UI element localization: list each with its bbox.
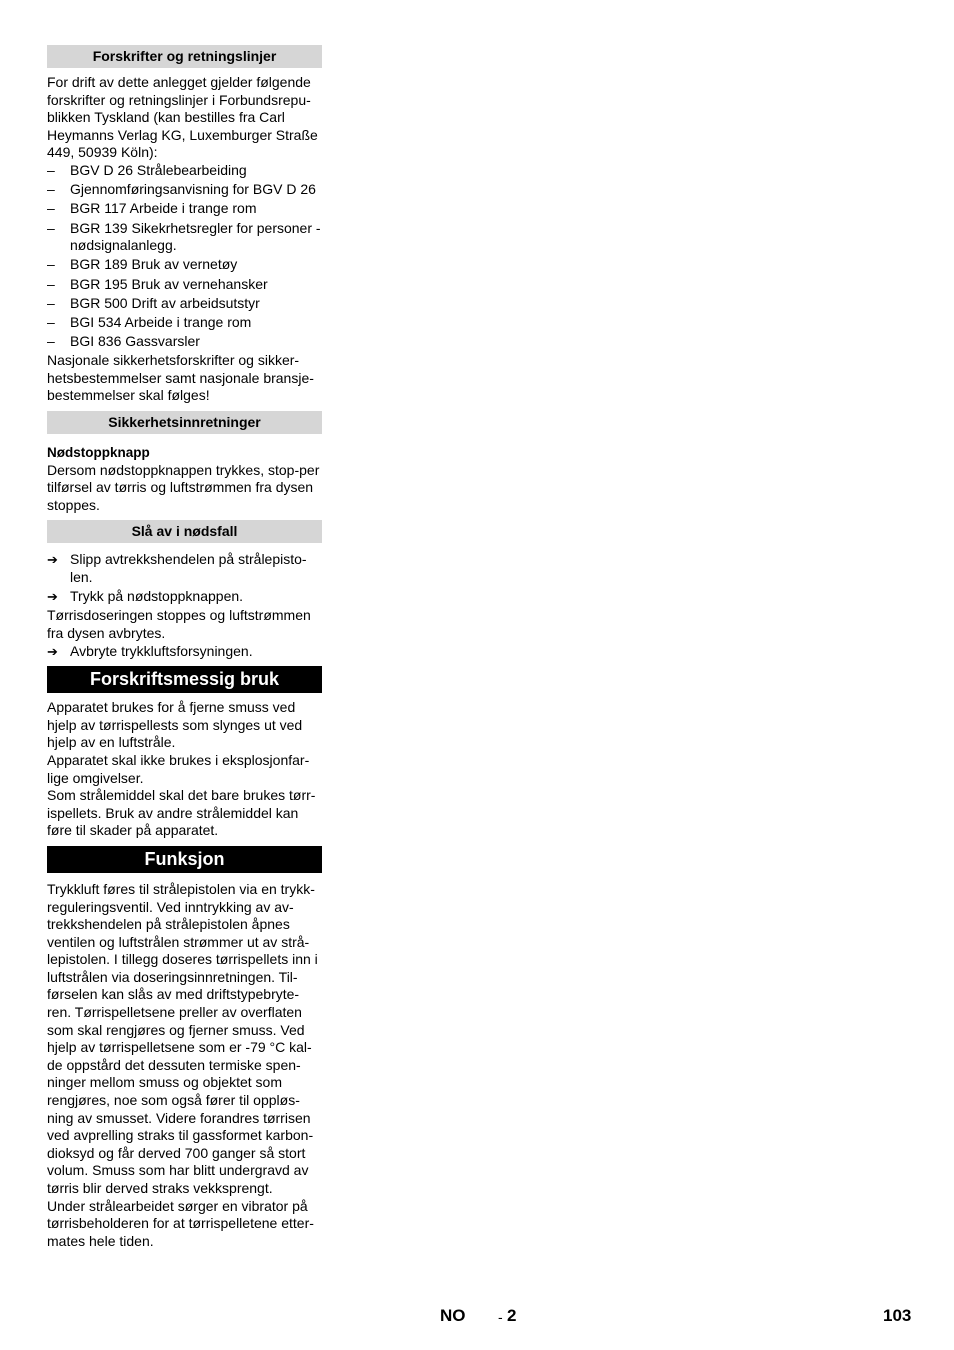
regulations-list: [47, 162, 322, 351]
function-p1: Trykkluft føres til strålepistolen via en trykk-reguleringsventil. Ved inntrykking av av-trekkshendelen på strålepistolen åpnes ventilen og luftstrålen strømmer ut av strå-lepistolen. I tillegg doseres tørrispellets inn i luftstrålen via doseringsinnretningen. Til-førselen kan slås av med driftstypebryte-ren. Tørrispelletsene preller av overflaten som skal rengjøres og fjerner smuss. Ved hjelp av tørrispelletsene som er -79 °C kal-de oppstård det dessuten termiske spen-ninger mellom smuss og objektet som rengjøres, noe som også fører til oppløs-ning av smusset. Videre forandres tørrisen ved avprelling straks til gassformet karbon-dioksyd og får derved 700 ganger så stort volum. Smuss som har blitt undergravd av tørris blir derved straks vekksprengt.: [47, 880, 318, 1196]
left-column: [47, 45, 322, 1250]
section-heading-emergency-off: Slå av i nødsfall: [47, 520, 322, 543]
section-heading-safety-devices: Sikkerhetsinnretninger: [47, 411, 322, 434]
arrow-icon: ➔: [47, 643, 58, 659]
emergency-steps: [47, 551, 322, 605]
list-item: – BGR 195 Bruk av vernehansker: [47, 275, 268, 292]
list-item: ➔ Avbryte trykkluftsforsyningen.: [47, 642, 253, 659]
intended-use-p3: Som strålemiddel skal det bare brukes tørr-ispellets. Bruk av andre strålemiddel kan føre til skader på apparatet.: [47, 787, 316, 839]
list-item: – Gjennomføringsanvisning for BGV D 26: [47, 181, 316, 198]
intended-use-p2: Apparatet skal ikke brukes i eksplosjonfar-lige omgivelser.: [47, 751, 310, 786]
list-item: – BGR 139 Sikekrhetsregler for personer - nødsignalanlegg.: [47, 219, 321, 254]
emergency-stop-text: Dersom nødstoppknappen trykkes, stop-per tilførsel av tørris og luftstrømmen fra dysen stoppes.: [47, 461, 320, 513]
section-heading-regulations: Forskrifter og retningslinjer: [47, 45, 322, 68]
list-item: – BGV D 26 Strålebearbeiding: [47, 161, 247, 178]
emergency-stop-subheading: Nødstoppknapp: [47, 445, 150, 461]
list-item: – BGI 534 Arbeide i trange rom: [47, 313, 252, 330]
arrow-icon: ➔: [47, 552, 58, 568]
footer-dash: -: [498, 1309, 503, 1325]
list-item: ➔ Slipp avtrekkshendelen på strålepisto-len.: [47, 551, 307, 585]
function-p2: Under strålearbeidet sørger en vibrator på tørrisbeholderen for at tørrispelletene etter-mates hele tiden.: [47, 1197, 314, 1249]
footer-subpage: 2: [507, 1306, 517, 1325]
intended-use-p1: Apparatet brukes for å fjerne smuss ved hjelp av tørrispellests som slynges ut ved hjelp av en luftstråle.: [47, 699, 303, 751]
section-heading-function: Funksjon: [47, 846, 322, 873]
regulations-intro: For drift av dette anlegget gjelder følgende forskrifter og retningslinjer i Forbundsrepu-blikken Tyskland (kan bestilles fra Carl Heymanns Verlag KG, Luxemburger Straße 449, 50939 Köln):: [47, 74, 318, 161]
list-item: – BGI 836 Gassvarsler: [47, 333, 200, 350]
regulations-outro: Nasjonale sikkerhetsforskrifter og sikker-hetsbestemmelser samt nasjonale bransje-bestemmelser skal følges!: [47, 352, 314, 404]
page-number: 103: [883, 1306, 912, 1325]
emergency-steps-2: [47, 643, 322, 661]
arrow-icon: ➔: [47, 589, 58, 605]
section-heading-intended-use: Forskriftsmessig bruk: [47, 666, 322, 693]
list-item: – BGR 117 Arbeide i trange rom: [47, 200, 257, 217]
footer-lang: NO: [440, 1306, 466, 1325]
list-item: – BGR 189 Bruk av vernetøy: [47, 256, 238, 273]
list-item: – BGR 500 Drift av arbeidsutstyr: [47, 294, 260, 311]
emergency-note: Tørrisdoseringen stoppes og luftstrømmen fra dysen avbrytes.: [47, 607, 311, 641]
list-item: ➔ Trykk på nødstoppknappen.: [47, 588, 244, 605]
